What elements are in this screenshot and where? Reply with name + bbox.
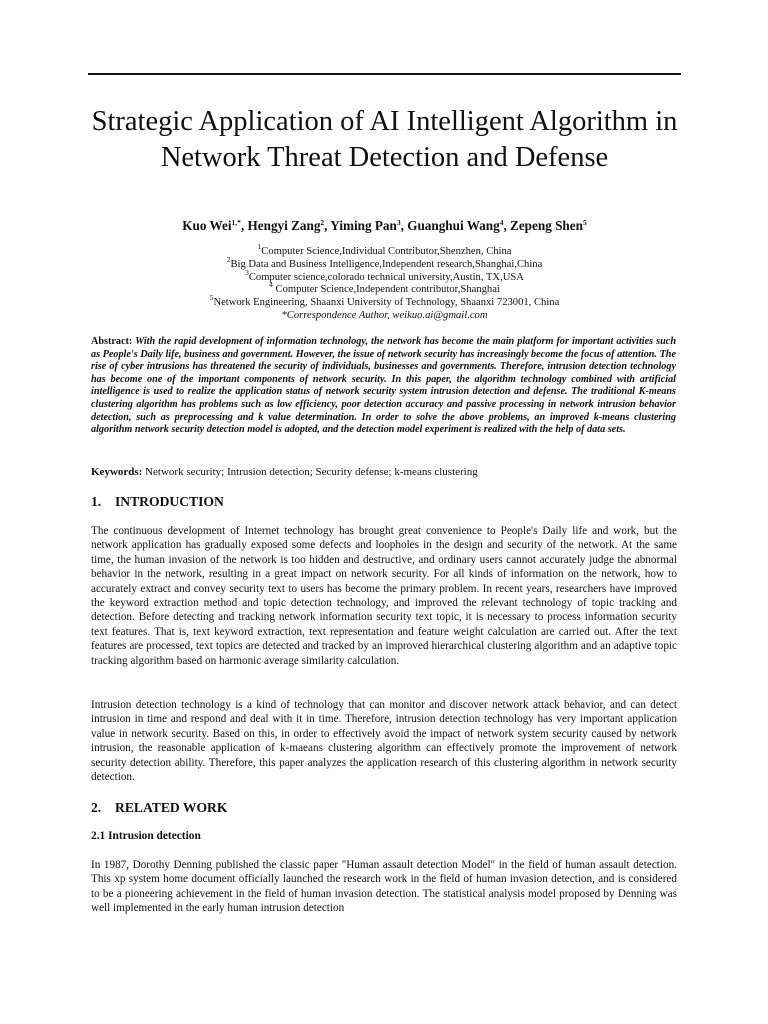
section-heading-introduction [91,493,676,511]
affiliation-list [88,242,681,323]
correspondence-note: *Correspondence Author, weikuo.ai@gmail.com [281,309,488,321]
keywords-text: Network security; Intrusion detection; Security defense; k-means clustering [145,466,478,478]
affiliation-text: Big Data and Business Intelligence,Independent research,Shanghai,China [230,258,543,270]
affiliation [88,280,681,297]
abstract [91,336,676,437]
abstract-label: Abstract: [91,336,133,347]
paper-title: Strategic Application of AI Intelligent Algorithm in Network Threat Detection and Defense [91,106,678,173]
affiliation-text: Computer science,colorado technical university,Austin, TX,USA [248,271,524,283]
author-name: Hengyi Zang [247,218,321,233]
affiliation [88,254,681,272]
author-name: Zepeng Shen [510,218,583,233]
section-number: 1. [91,494,102,509]
section-title: RELATED WORK [115,800,228,815]
body-paragraph: In 1987, Dorothy Denning published the classic paper "Human assault detection Model" in the field of human assault detection. This xp system home document officially launched the research work in the field of human invasion detection, and is considered to be a pioneering achievement in the field of human invasion detection. The statistical analysis model proposed by Denning was well implemented in the early human intrusion detection [91,859,677,915]
author-name: Yiming Pan [330,218,397,233]
section-title: INTRODUCTION [115,494,224,509]
affiliation-text: Computer Science,Individual Contributor,Shenzhen, China [261,246,512,257]
keywords [91,465,676,479]
author-marker: 2 [320,218,325,227]
author-list: Kuo Wei$^{1,*}$, Hengyi Zang$^2$, Yiming Pan$^3$, Guanghui Wang$^4$, Zepeng Shen$^5$ [182,218,587,233]
affiliation [88,293,681,310]
affiliation-marker: 3 [245,267,249,277]
author-marker: 4 [499,218,504,227]
author-name: Guanghui Wang [407,218,500,233]
author-marker: 3 [396,218,401,227]
author-marker: 5 [582,218,587,227]
affiliation-marker: 1 [257,242,262,251]
affiliation [88,242,681,259]
keywords-label: Keywords: [91,466,143,478]
section-number: 2. [91,800,102,815]
affiliation-text: Network Engineering, Shaanxi University of Technology, Shaanxi 723001, China [213,297,560,309]
affiliation-marker: 2 [226,254,231,264]
author-marker: 1,* [231,218,241,227]
affiliation-marker: 5 [209,293,214,303]
affiliation-marker: 4 [269,280,273,290]
body-paragraph: The continuous development of Internet technology has brought great convenience to People's Daily life and work, but the network application has gradually exposed some defects and loopholes in the design and security of the network. At the same time, the human invasion of the network is too hidden and destructive, and ordinary users cannot accurately judge the abnormal behavior in the network, resulting in a great impact on network security. For all kinds of information on the network, how to accurately extract and convey security text to users has become the primary problem. In recent years, researchers have improved the keyword extraction method and topic detection technology, and improved the relevant technology of topic tracking and detection. Before detecting and tracking network information security text topic, it is necessary to process information security text features. That is, text keyword extraction, text representation and feature weight calculation are carried out. After the text features are processed, text topics are detected and tracked by an improved hierarchical clustering algorithm and an adaptive topic tracking algorithm based on harmonic average similarity calculation. [91,525,677,667]
affiliation-text: Computer Science,Independent contributor,Shanghai [272,284,500,296]
body-paragraph: Intrusion detection technology is a kind of technology that can monitor and discover network attack behavior, and can detect intrusion in time and respond and deal with it in time. Therefore, intrusion detection technology has very important application value in network security. Based on this, in order to effectively avoid the impact of network system security caused by network intrusion, the reasonable application of k-maeans clustering algorithm can effectively promote the improvement of network security detection ability. Therefore, this paper analyzes the application research of this clustering algorithm in network security detection. [91,699,677,784]
affiliation [88,267,681,285]
author-name: Kuo Wei [182,218,232,233]
subsection-heading-intrusion-detection: 2.1 Intrusion detection [91,830,201,842]
section-heading-related-work [91,799,676,817]
abstract-text: With the rapid development of information technology, the network has become the main platform for important activities such as People's Daily life, business and government. However, the issue of network security has increasingly become the focus of attention. The rise of cyber intrusions has threatened the security of individuals, businesses and governments. Therefore, intrusion detection technology has become one of the important components of network security. In this paper, the algorithm technology combined with artificial intelligence is used to realize the application status of network security system intrusion detection and defense. The traditional K-means clustering algorithm has problems such as low efficiency, poor detection accuracy and passive processing in network intrusion behavior detection, such as preprocessing and k value determination. In order to solve the above problems, an improved k-means clustering algorithm network security detection model is adopted, and the detection model experiment is realized with the help of data sets. [91,336,676,436]
top-rule [88,73,681,75]
